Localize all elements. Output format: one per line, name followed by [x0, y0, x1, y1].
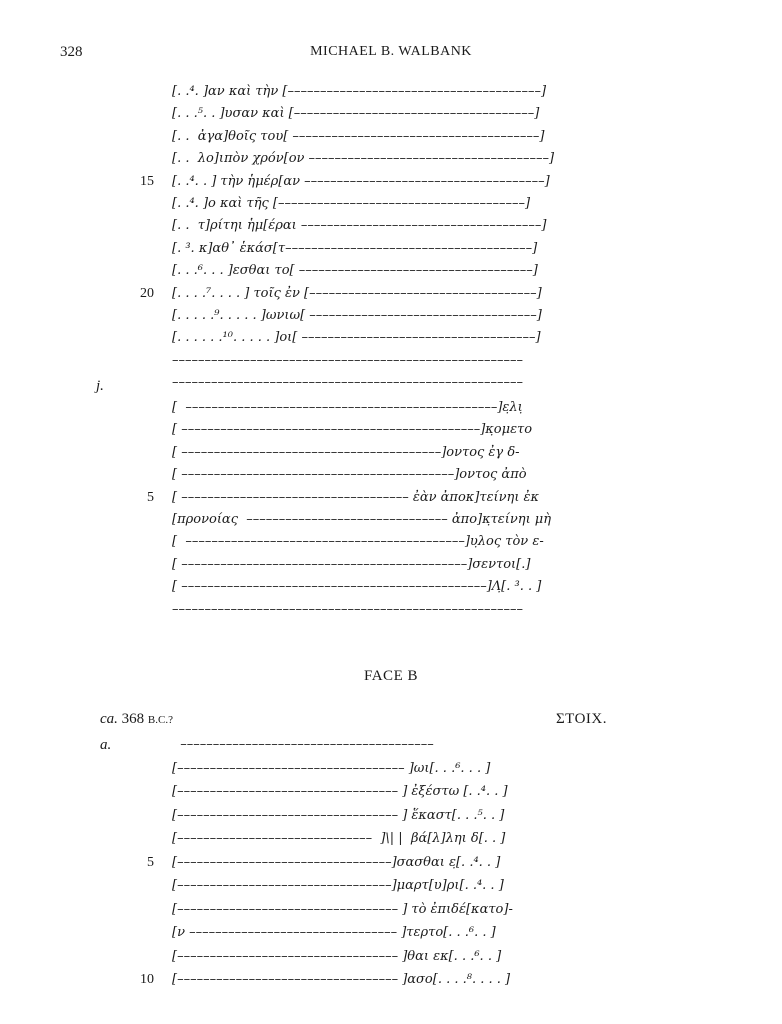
inscription-line: [ν –––––––––––––––––––––––––––––––– ]τερτο[. . .⁶. . ]	[172, 925, 496, 940]
inscription-line: ––––––––––––––––––––––––––––––––––––––––––––––––––––––	[172, 375, 523, 391]
line-number: 5	[147, 489, 154, 505]
inscription-line: [–––––––––––––––––––––––––––––––––– ] ἕκαστ[. . .⁵. . ]	[172, 807, 505, 823]
inscription-line: [. . .⁵. . ]υσαν καὶ [–––––––––––––––––––––––––––––––––––––]	[172, 106, 540, 122]
inscription-line: [ ––––––––––––––––––––––––––––––––––––––––––––––––]ε̣λι̣	[172, 400, 523, 415]
inscription-line: [. . λο]ιπὸν χρόν[ον –––––––––––––––––––––––––––––––––––––]	[172, 151, 555, 167]
date-note-era: B.C.?	[147, 714, 173, 726]
inscription-line: [. . ἀγα]θοῖς του[ ––––––––––––––––––––––––––––––––––––––]	[172, 128, 545, 144]
inscription-line: [–––––––––––––––––––––––––––––– ]\| | βά[λ]ληι δ[. . ]	[172, 831, 506, 846]
inscription-line: [–––––––––––––––––––––––––––––––––– ]ασο[. . . .⁸. . . . ]	[172, 972, 511, 987]
date-note-year: 368	[121, 711, 145, 727]
inscription-line: [. ³. κ]αθ᾽ ἑκάσ[τ––––––––––––––––––––––––––––––––––––––]	[172, 240, 538, 256]
inscription-line: [. . τ]ρίτηι ἡμ[έραι –––––––––––––––––––––––––––––––––––––]	[172, 218, 547, 234]
inscription-line: –––––––––––––––––––––––––––––––––––––––	[172, 737, 434, 752]
date-note	[100, 711, 173, 728]
inscription-line: [. .⁴. ]ο καὶ τῆς [––––––––––––––––––––––––––––––––––––––]	[172, 196, 531, 211]
running-head: MICHAEL B. WALBANK	[310, 44, 472, 59]
inscription-line: [–––––––––––––––––––––––––––––––––]σασθαι ε̣[. .⁴. . ]	[172, 854, 501, 870]
line-number: 5	[147, 854, 154, 870]
inscription-line: [. .⁴. . ] τὴν ἡμέρ[αν –––––––––––––––––––––––––––––––––––––]	[172, 173, 550, 189]
page-number: 328	[60, 44, 83, 60]
inscription-line: [. . . . .⁹. . . . . ]ωνιω[ –––––––––––––––––––––––––––––––––––]	[172, 308, 542, 323]
inscription-line: [. . . . . .¹⁰. . . . . ]οι[ ––––––––––––––––––––––––––––––––––––]	[172, 330, 541, 346]
inscription-line: [–––––––––––––––––––––––––––––––––– ] ἐξέστω [. .⁴. . ]	[172, 784, 508, 799]
inscription-line: [–––––––––––––––––––––––––––––––––– ] τὸ ἐπιδέ[κατο]-	[172, 901, 513, 917]
inscription-line: [–––––––––––––––––––––––––––––––––]μαρτ[υ]ρι[. .⁴. . ]	[172, 878, 504, 893]
inscription-line: [. . .⁶. . . ]εσθαι το[ ––––––––––––––––––––––––––––––––––––]	[172, 263, 538, 279]
face-b-heading: FACE B	[364, 668, 418, 684]
inscription-line: ––––––––––––––––––––––––––––––––––––––––––––––––––––––	[172, 352, 523, 368]
line-number: 20	[140, 285, 154, 301]
line-number: 15	[140, 173, 154, 189]
inscription-line: [ ––––––––––––––––––––––––––––––––––––––––––]οντος ἀπὸ	[172, 467, 527, 483]
inscription-line: [––––––––––––––––––––––––––––––––––– ]ωι[. . .⁶. . . ]	[172, 760, 491, 776]
inscription-line: [ ––––––––––––––––––––––––––––––––––––––––––––]σεντοι[.]	[172, 556, 531, 572]
section-label-j: j.	[96, 378, 104, 394]
line-number: 10	[140, 972, 154, 987]
date-note-ca: ca.	[100, 711, 118, 727]
section-label-a: a.	[100, 737, 112, 753]
inscription-line: [. .⁴. ]αν καὶ τὴν [–––––––––––––––––––––––––––––––––––––––]	[172, 84, 547, 99]
inscription-line: [ ––––––––––––––––––––––––––––––––––––––––––––––]κ̣ομετο	[172, 422, 533, 438]
inscription-line: [προνοίας ––––––––––––––––––––––––––––––– ἀπο]κ̣τείνηι μὴ	[172, 512, 552, 527]
inscription-line: ––––––––––––––––––––––––––––––––––––––––––––––––––––––	[172, 601, 523, 617]
inscription-line: [ ––––––––––––––––––––––––––––––––––––––––]οντος ἐγ δ-	[172, 444, 520, 460]
inscription-line: [. . . .⁷. . . . ] τοῖς ἐν [–––––––––––––––––––––––––––––––––––]	[172, 285, 542, 301]
inscription-line: [ –––––––––––––––––––––––––––––––––––––––––––]υ̣λος τὸν ε-	[172, 534, 544, 550]
inscription-line: [ ––––––––––––––––––––––––––––––––––– ἐὰν ἀποκ]τείνηι ἐκ	[172, 489, 540, 505]
stoichedon-label: ΣΤΟΙΧ.	[555, 711, 607, 727]
inscription-line: [–––––––––––––––––––––––––––––––––– ]θαι εκ[. . .⁶. . ]	[172, 948, 502, 964]
inscription-line: [ –––––––––––––––––––––––––––––––––––––––––––––––]Λ̣[. ³. . ]	[172, 579, 542, 595]
